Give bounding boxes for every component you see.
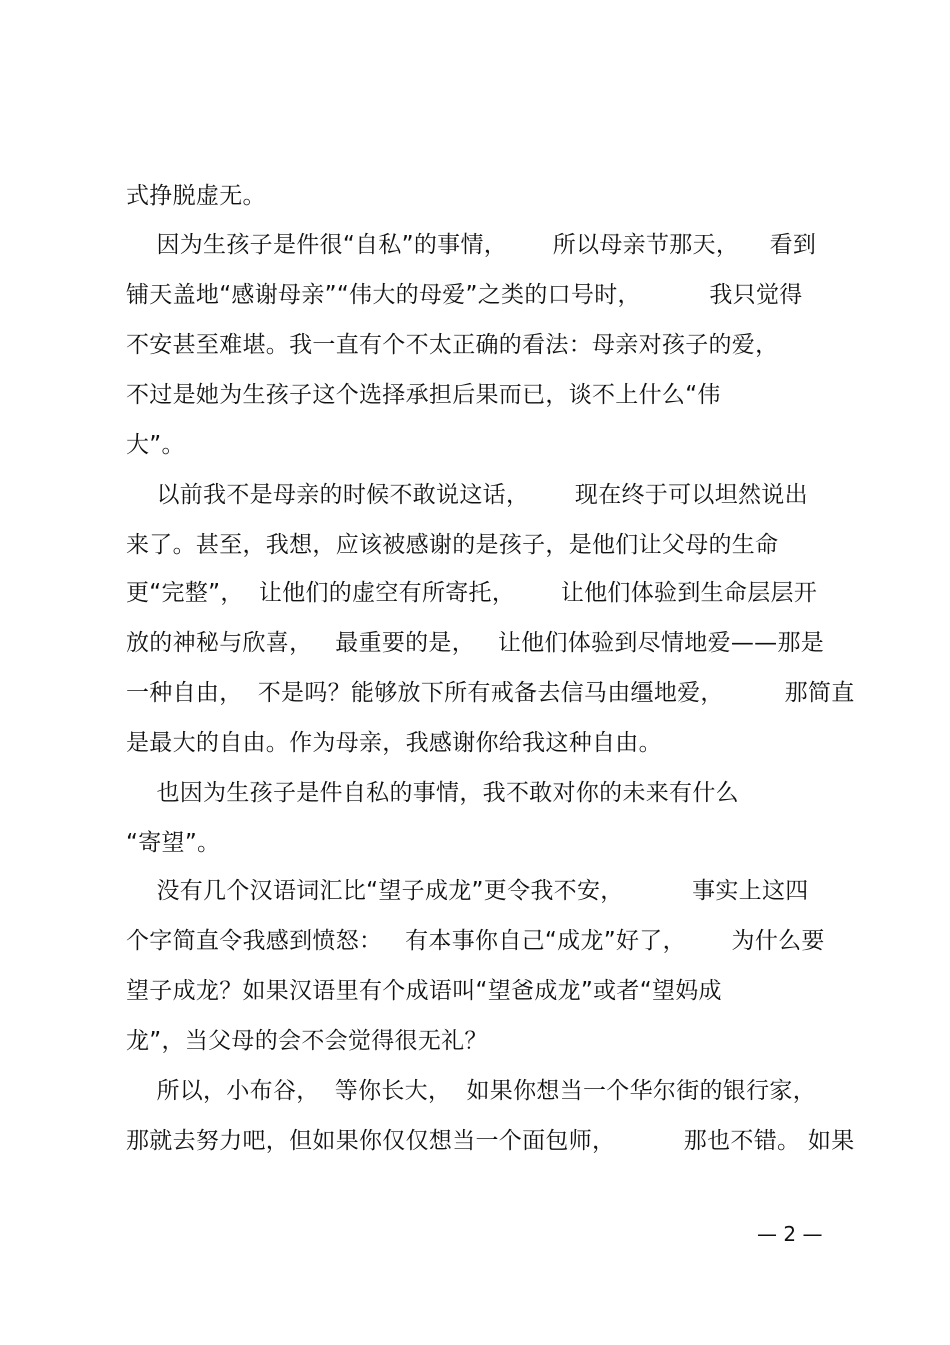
text-line: 望子成龙？如果汉语里有个成语叫“望爸成龙”或者“望妈成 (126, 978, 722, 1004)
text-line: 是最大的自由。作为母亲，我感谢你给我这种自由。 (126, 730, 662, 756)
text-line: 也因为生孩子是件自私的事情，我不敢对你的未来有什么 (126, 780, 739, 806)
text-line: 不过是她为生孩子这个选择承担后果而已，谈不上什么“伟 (126, 382, 721, 408)
text-line: 所以，小布谷， 等你长大， 如果你想当一个华尔街的银行家， (126, 1078, 816, 1104)
text-line: 一种自由， 不是吗？能够放下所有戒备去信马由缰地爱， 那简直 (126, 680, 855, 706)
text-line: 来了。甚至，我想，应该被感谢的是孩子，是他们让父母的生命 (126, 532, 779, 558)
text-line: 铺天盖地“感谢母亲”“伟大的母爱”之类的口号时， 我只觉得 (126, 282, 803, 308)
text-line: 龙”，当父母的会不会觉得很无礼？ (126, 1028, 488, 1054)
text-line: 式挣脱虚无。 (126, 183, 266, 209)
text-line: 放的神秘与欣喜， 最重要的是， 让他们体验到尽情地爱——那是 (126, 630, 825, 656)
text-line: 不安甚至难堪。我一直有个不太正确的看法：母亲对孩子的爱， (126, 332, 779, 358)
text-line: 更“完整”， 让他们的虚空有所寄托， 让他们体验到生命层层开 (126, 580, 818, 606)
text-line: 因为生孩子是件很“自私”的事情， 所以母亲节那天， 看到 (126, 232, 817, 258)
text-line: 大”。 (126, 432, 185, 458)
text-line: 以前我不是母亲的时候不敢说这话， 现在终于可以坦然说出 (126, 482, 808, 508)
page-number: — 2 — (757, 1222, 823, 1246)
text-line: 没有几个汉语词汇比“望子成龙”更令我不安， 事实上这四 (126, 878, 809, 904)
text-line: 那就去努力吧，但如果你仅仅想当一个面包师， 那也不错。 如果 (126, 1128, 855, 1154)
text-line: 个字简直令我感到愤怒： 有本事你自己“成龙”好了， 为什么要 (126, 928, 825, 954)
text-line: “寄望”。 (126, 830, 221, 856)
